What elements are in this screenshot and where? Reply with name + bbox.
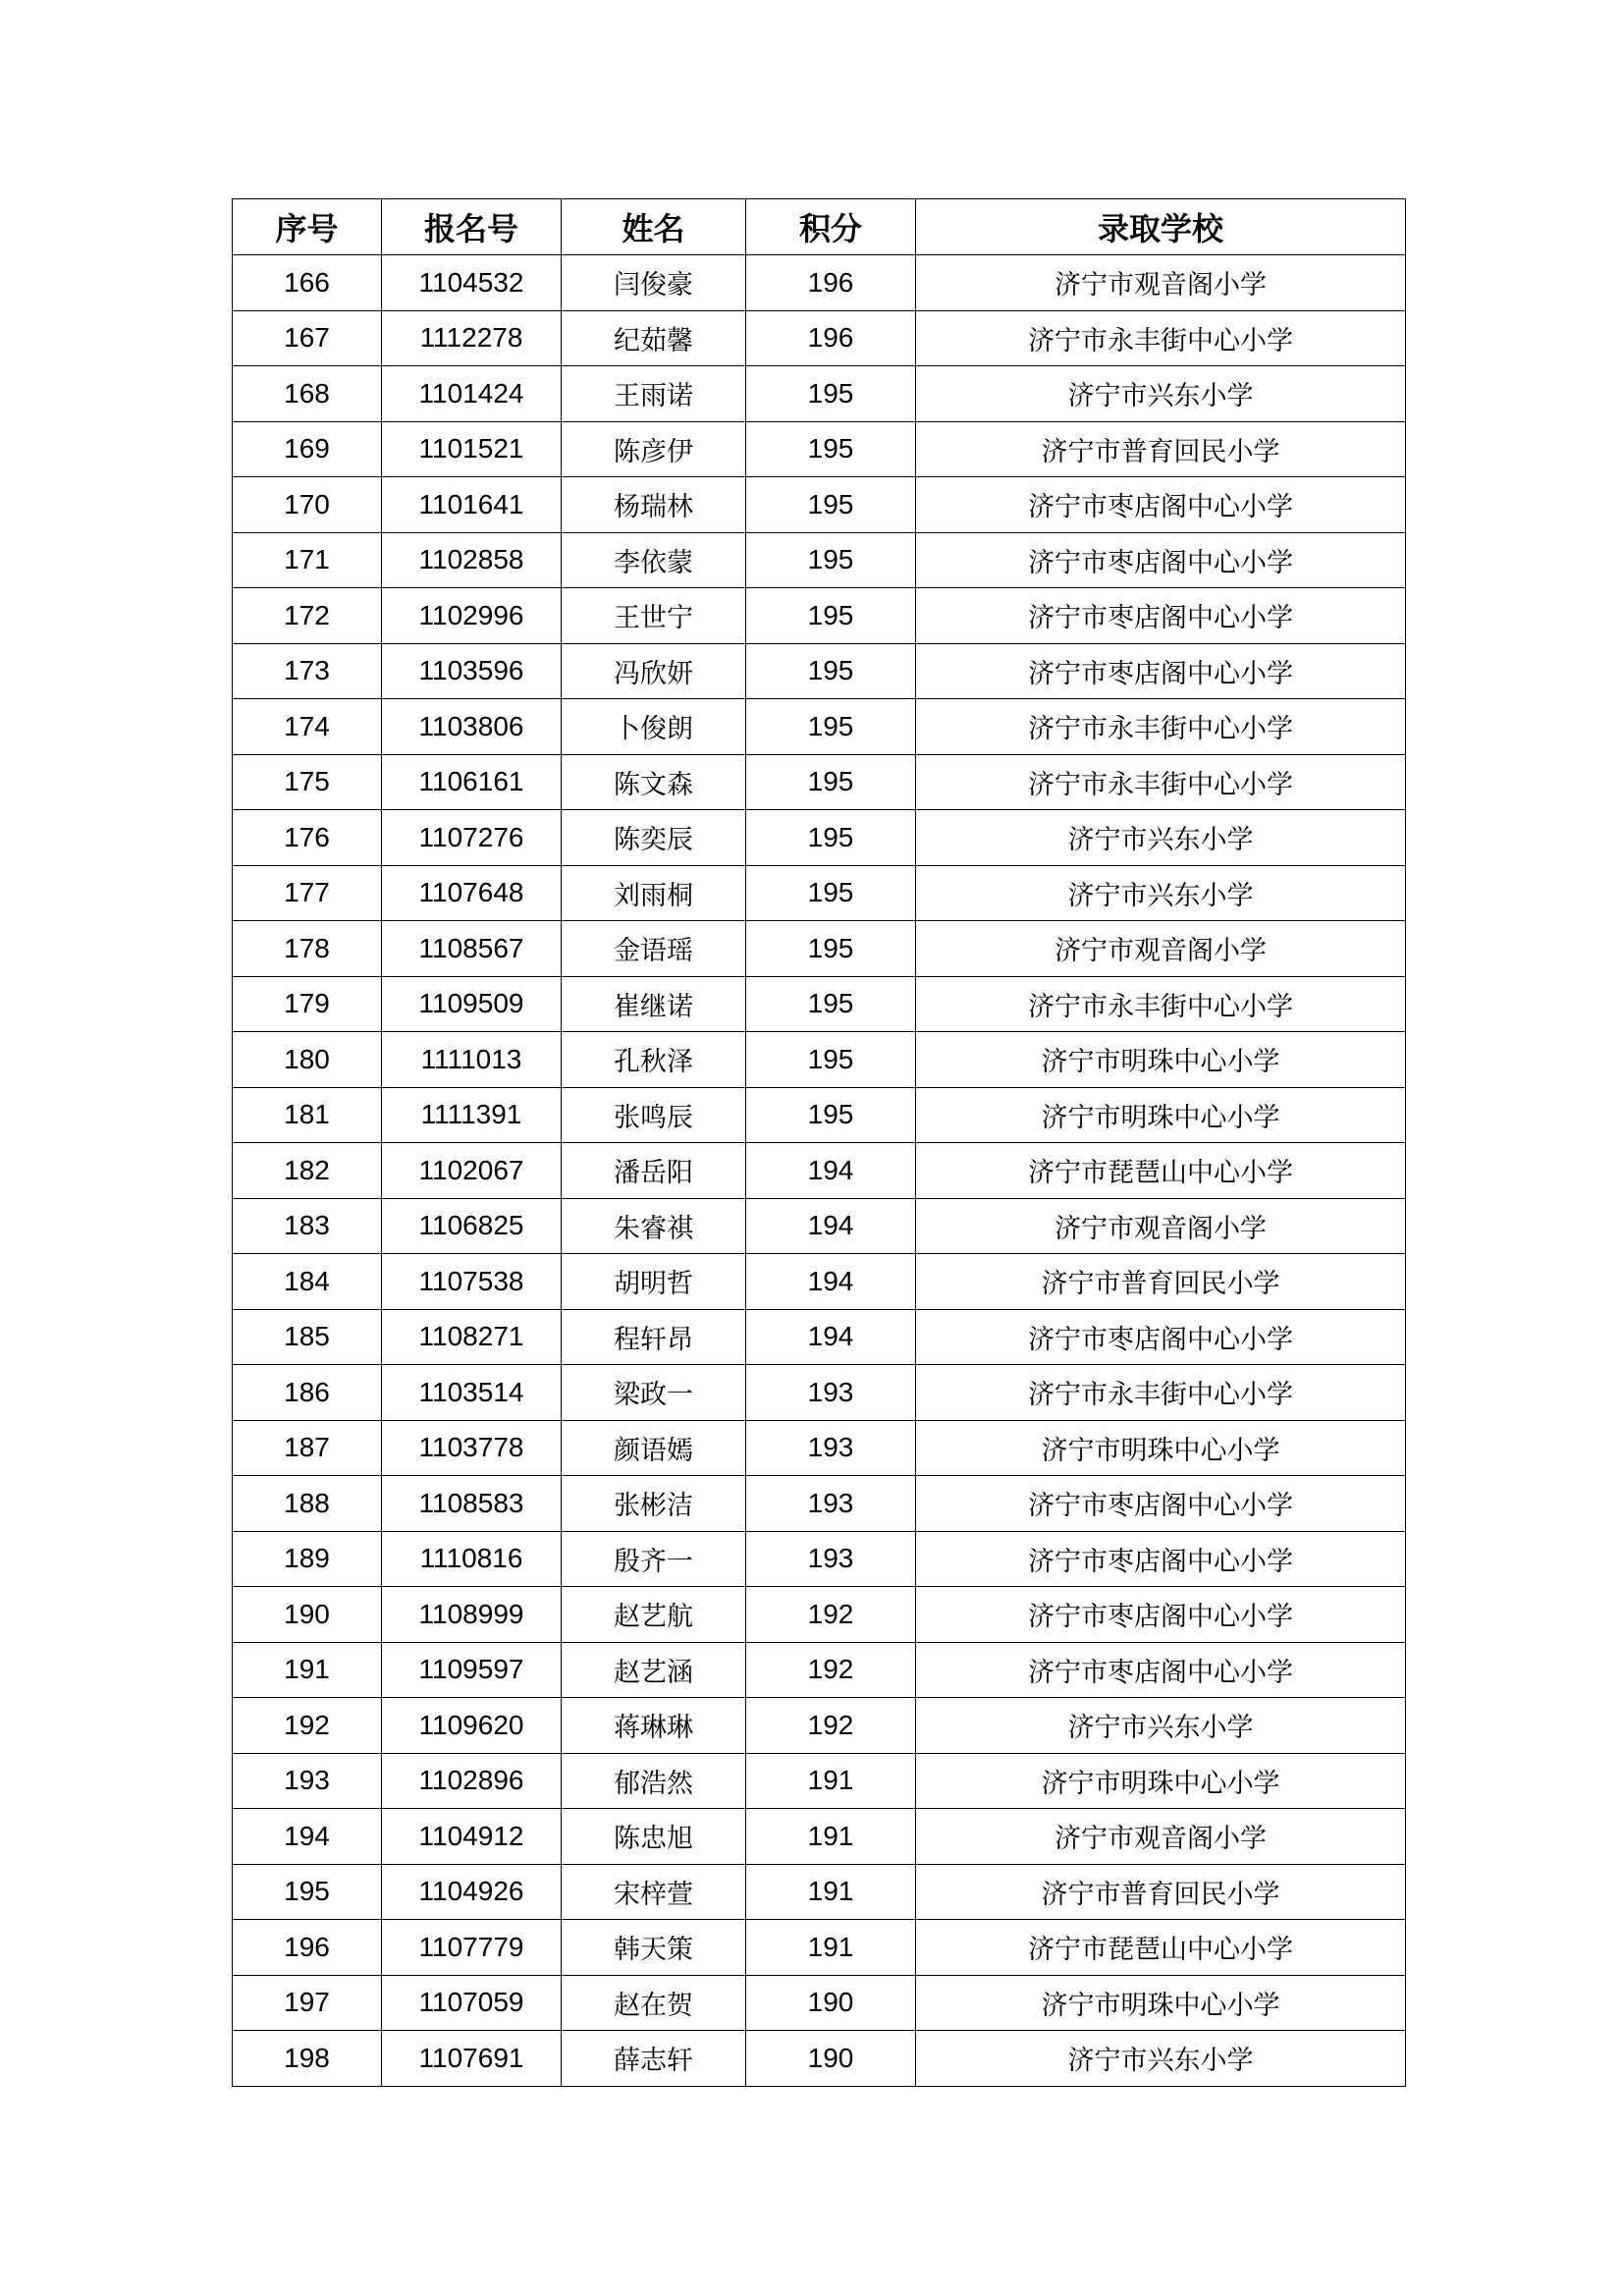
cell-school: 济宁市枣店阁中心小学 (916, 1309, 1406, 1365)
table-row (233, 754, 1406, 810)
cell-serial: 166 (233, 255, 382, 311)
table-row (233, 1698, 1406, 1754)
cell-name: 韩天策 (562, 1920, 746, 1976)
cell-school: 济宁市兴东小学 (916, 810, 1406, 866)
cell-name: 朱睿祺 (562, 1198, 746, 1254)
cell-serial: 194 (233, 1809, 382, 1865)
cell-school: 济宁市枣店阁中心小学 (916, 532, 1406, 588)
cell-school: 济宁市明珠中心小学 (916, 1032, 1406, 1088)
cell-score: 196 (746, 310, 916, 366)
cell-serial: 195 (233, 1864, 382, 1920)
cell-serial: 184 (233, 1254, 382, 1310)
cell-serial: 174 (233, 699, 382, 755)
table-row (233, 1975, 1406, 2031)
table-row (233, 255, 1406, 311)
cell-serial: 182 (233, 1143, 382, 1199)
cell-school: 济宁市枣店阁中心小学 (916, 1642, 1406, 1698)
table-row (233, 1753, 1406, 1809)
cell-score: 193 (746, 1531, 916, 1587)
cell-school: 济宁市观音阁小学 (916, 255, 1406, 311)
cell-registration-no: 1102067 (382, 1143, 562, 1199)
cell-registration-no: 1107779 (382, 1920, 562, 1976)
cell-score: 191 (746, 1864, 916, 1920)
cell-registration-no: 1111391 (382, 1087, 562, 1143)
cell-score: 195 (746, 976, 916, 1032)
cell-registration-no: 1101641 (382, 477, 562, 533)
cell-registration-no: 1108567 (382, 921, 562, 977)
cell-registration-no: 1110816 (382, 1531, 562, 1587)
cell-serial: 178 (233, 921, 382, 977)
cell-registration-no: 1104926 (382, 1864, 562, 1920)
table-row (233, 477, 1406, 533)
cell-score: 193 (746, 1420, 916, 1476)
cell-score: 192 (746, 1698, 916, 1754)
cell-score: 195 (746, 588, 916, 644)
cell-registration-no: 1101424 (382, 366, 562, 422)
cell-score: 192 (746, 1642, 916, 1698)
table-row (233, 1920, 1406, 1976)
cell-score: 195 (746, 699, 916, 755)
cell-registration-no: 1109597 (382, 1642, 562, 1698)
cell-school: 济宁市枣店阁中心小学 (916, 643, 1406, 699)
table-row (233, 1309, 1406, 1365)
cell-registration-no: 1104532 (382, 255, 562, 311)
table-row (233, 865, 1406, 921)
cell-school: 济宁市兴东小学 (916, 2031, 1406, 2087)
cell-serial: 179 (233, 976, 382, 1032)
cell-name: 殷齐一 (562, 1531, 746, 1587)
cell-registration-no: 1108999 (382, 1587, 562, 1643)
table-row (233, 1809, 1406, 1865)
cell-serial: 198 (233, 2031, 382, 2087)
cell-name: 陈彦伊 (562, 421, 746, 477)
cell-school: 济宁市永丰街中心小学 (916, 1365, 1406, 1421)
cell-registration-no: 1112278 (382, 310, 562, 366)
cell-name: 闫俊豪 (562, 255, 746, 311)
cell-name: 潘岳阳 (562, 1143, 746, 1199)
cell-registration-no: 1104912 (382, 1809, 562, 1865)
cell-serial: 185 (233, 1309, 382, 1365)
cell-name: 李依蒙 (562, 532, 746, 588)
cell-serial: 168 (233, 366, 382, 422)
cell-name: 陈奕辰 (562, 810, 746, 866)
cell-school: 济宁市明珠中心小学 (916, 1753, 1406, 1809)
cell-name: 王世宁 (562, 588, 746, 644)
cell-school: 济宁市枣店阁中心小学 (916, 1531, 1406, 1587)
cell-registration-no: 1108271 (382, 1309, 562, 1365)
table-row (233, 976, 1406, 1032)
cell-score: 196 (746, 255, 916, 311)
cell-school: 济宁市枣店阁中心小学 (916, 477, 1406, 533)
cell-registration-no: 1101521 (382, 421, 562, 477)
cell-name: 张鸣辰 (562, 1087, 746, 1143)
cell-score: 195 (746, 1032, 916, 1088)
header-registration-no: 报名号 (382, 199, 562, 255)
cell-score: 194 (746, 1309, 916, 1365)
cell-name: 薛志轩 (562, 2031, 746, 2087)
table-row (233, 421, 1406, 477)
cell-serial: 188 (233, 1476, 382, 1532)
cell-score: 193 (746, 1365, 916, 1421)
table-header-row (233, 199, 1406, 255)
cell-score: 191 (746, 1809, 916, 1865)
cell-school: 济宁市永丰街中心小学 (916, 754, 1406, 810)
table-row (233, 366, 1406, 422)
cell-score: 194 (746, 1143, 916, 1199)
table-row (233, 588, 1406, 644)
cell-school: 济宁市普育回民小学 (916, 1254, 1406, 1310)
cell-school: 济宁市观音阁小学 (916, 1809, 1406, 1865)
cell-name: 蒋琳琳 (562, 1698, 746, 1754)
table-row (233, 1365, 1406, 1421)
cell-score: 195 (746, 810, 916, 866)
cell-name: 程轩昂 (562, 1309, 746, 1365)
cell-school: 济宁市兴东小学 (916, 1698, 1406, 1754)
cell-registration-no: 1102896 (382, 1753, 562, 1809)
header-score: 积分 (746, 199, 916, 255)
cell-name: 冯欣妍 (562, 643, 746, 699)
cell-school: 济宁市枣店阁中心小学 (916, 1587, 1406, 1643)
cell-name: 陈忠旭 (562, 1809, 746, 1865)
cell-school: 济宁市琵琶山中心小学 (916, 1920, 1406, 1976)
cell-serial: 183 (233, 1198, 382, 1254)
cell-score: 192 (746, 1587, 916, 1643)
cell-registration-no: 1109620 (382, 1698, 562, 1754)
cell-school: 济宁市明珠中心小学 (916, 1975, 1406, 2031)
table-row (233, 1198, 1406, 1254)
cell-serial: 189 (233, 1531, 382, 1587)
cell-serial: 167 (233, 310, 382, 366)
cell-serial: 171 (233, 532, 382, 588)
cell-score: 195 (746, 477, 916, 533)
table-row (233, 1864, 1406, 1920)
cell-registration-no: 1107276 (382, 810, 562, 866)
cell-name: 郁浩然 (562, 1753, 746, 1809)
cell-registration-no: 1106161 (382, 754, 562, 810)
cell-registration-no: 1102996 (382, 588, 562, 644)
cell-registration-no: 1106825 (382, 1198, 562, 1254)
cell-name: 陈文森 (562, 754, 746, 810)
cell-serial: 176 (233, 810, 382, 866)
table-row (233, 1476, 1406, 1532)
table-row (233, 1087, 1406, 1143)
cell-serial: 193 (233, 1753, 382, 1809)
cell-serial: 181 (233, 1087, 382, 1143)
cell-school: 济宁市枣店阁中心小学 (916, 588, 1406, 644)
cell-score: 191 (746, 1753, 916, 1809)
cell-name: 赵在贺 (562, 1975, 746, 2031)
cell-registration-no: 1107059 (382, 1975, 562, 2031)
cell-name: 赵艺航 (562, 1587, 746, 1643)
table-row (233, 1254, 1406, 1310)
cell-name: 刘雨桐 (562, 865, 746, 921)
cell-score: 193 (746, 1476, 916, 1532)
table-row (233, 2031, 1406, 2087)
cell-serial: 196 (233, 1920, 382, 1976)
cell-registration-no: 1103806 (382, 699, 562, 755)
cell-name: 卜俊朗 (562, 699, 746, 755)
cell-score: 195 (746, 366, 916, 422)
cell-score: 194 (746, 1198, 916, 1254)
cell-name: 王雨诺 (562, 366, 746, 422)
cell-score: 191 (746, 1920, 916, 1976)
cell-registration-no: 1107538 (382, 1254, 562, 1310)
cell-school: 济宁市明珠中心小学 (916, 1420, 1406, 1476)
header-serial: 序号 (233, 199, 382, 255)
cell-registration-no: 1107648 (382, 865, 562, 921)
cell-school: 济宁市琵琶山中心小学 (916, 1143, 1406, 1199)
cell-score: 195 (746, 643, 916, 699)
table-row (233, 1531, 1406, 1587)
cell-score: 190 (746, 1975, 916, 2031)
table-row (233, 699, 1406, 755)
cell-registration-no: 1111013 (382, 1032, 562, 1088)
cell-registration-no: 1103514 (382, 1365, 562, 1421)
cell-serial: 192 (233, 1698, 382, 1754)
cell-school: 济宁市永丰街中心小学 (916, 699, 1406, 755)
cell-name: 孔秋泽 (562, 1032, 746, 1088)
table-row (233, 921, 1406, 977)
cell-serial: 190 (233, 1587, 382, 1643)
table-row (233, 310, 1406, 366)
cell-score: 194 (746, 1254, 916, 1310)
cell-school: 济宁市普育回民小学 (916, 421, 1406, 477)
cell-score: 190 (746, 2031, 916, 2087)
header-school: 录取学校 (916, 199, 1406, 255)
cell-serial: 180 (233, 1032, 382, 1088)
cell-name: 赵艺涵 (562, 1642, 746, 1698)
cell-serial: 177 (233, 865, 382, 921)
cell-score: 195 (746, 921, 916, 977)
cell-score: 195 (746, 1087, 916, 1143)
table-body (233, 255, 1406, 2087)
cell-score: 195 (746, 421, 916, 477)
table-row (233, 1143, 1406, 1199)
cell-score: 195 (746, 532, 916, 588)
table-row (233, 1587, 1406, 1643)
cell-name: 杨瑞林 (562, 477, 746, 533)
cell-school: 济宁市观音阁小学 (916, 1198, 1406, 1254)
cell-name: 纪茹馨 (562, 310, 746, 366)
cell-name: 崔继诺 (562, 976, 746, 1032)
header-name: 姓名 (562, 199, 746, 255)
table-row (233, 810, 1406, 866)
cell-score: 195 (746, 865, 916, 921)
cell-serial: 175 (233, 754, 382, 810)
cell-school: 济宁市枣店阁中心小学 (916, 1476, 1406, 1532)
cell-school: 济宁市明珠中心小学 (916, 1087, 1406, 1143)
cell-name: 颜语嫣 (562, 1420, 746, 1476)
admission-table (232, 198, 1406, 2087)
cell-registration-no: 1108583 (382, 1476, 562, 1532)
cell-name: 胡明哲 (562, 1254, 746, 1310)
table-row (233, 1420, 1406, 1476)
cell-serial: 172 (233, 588, 382, 644)
cell-registration-no: 1102858 (382, 532, 562, 588)
table-row (233, 643, 1406, 699)
cell-serial: 170 (233, 477, 382, 533)
table-row (233, 1642, 1406, 1698)
cell-school: 济宁市永丰街中心小学 (916, 976, 1406, 1032)
cell-serial: 197 (233, 1975, 382, 2031)
cell-score: 195 (746, 754, 916, 810)
cell-registration-no: 1109509 (382, 976, 562, 1032)
cell-registration-no: 1103778 (382, 1420, 562, 1476)
cell-name: 宋梓萱 (562, 1864, 746, 1920)
cell-name: 张彬洁 (562, 1476, 746, 1532)
cell-name: 金语瑶 (562, 921, 746, 977)
cell-serial: 169 (233, 421, 382, 477)
cell-school: 济宁市永丰街中心小学 (916, 310, 1406, 366)
table-row (233, 532, 1406, 588)
cell-school: 济宁市普育回民小学 (916, 1864, 1406, 1920)
cell-serial: 187 (233, 1420, 382, 1476)
cell-school: 济宁市观音阁小学 (916, 921, 1406, 977)
cell-registration-no: 1107691 (382, 2031, 562, 2087)
cell-serial: 186 (233, 1365, 382, 1421)
cell-serial: 191 (233, 1642, 382, 1698)
cell-serial: 173 (233, 643, 382, 699)
cell-name: 梁政一 (562, 1365, 746, 1421)
cell-school: 济宁市兴东小学 (916, 865, 1406, 921)
table-row (233, 1032, 1406, 1088)
cell-registration-no: 1103596 (382, 643, 562, 699)
cell-school: 济宁市兴东小学 (916, 366, 1406, 422)
